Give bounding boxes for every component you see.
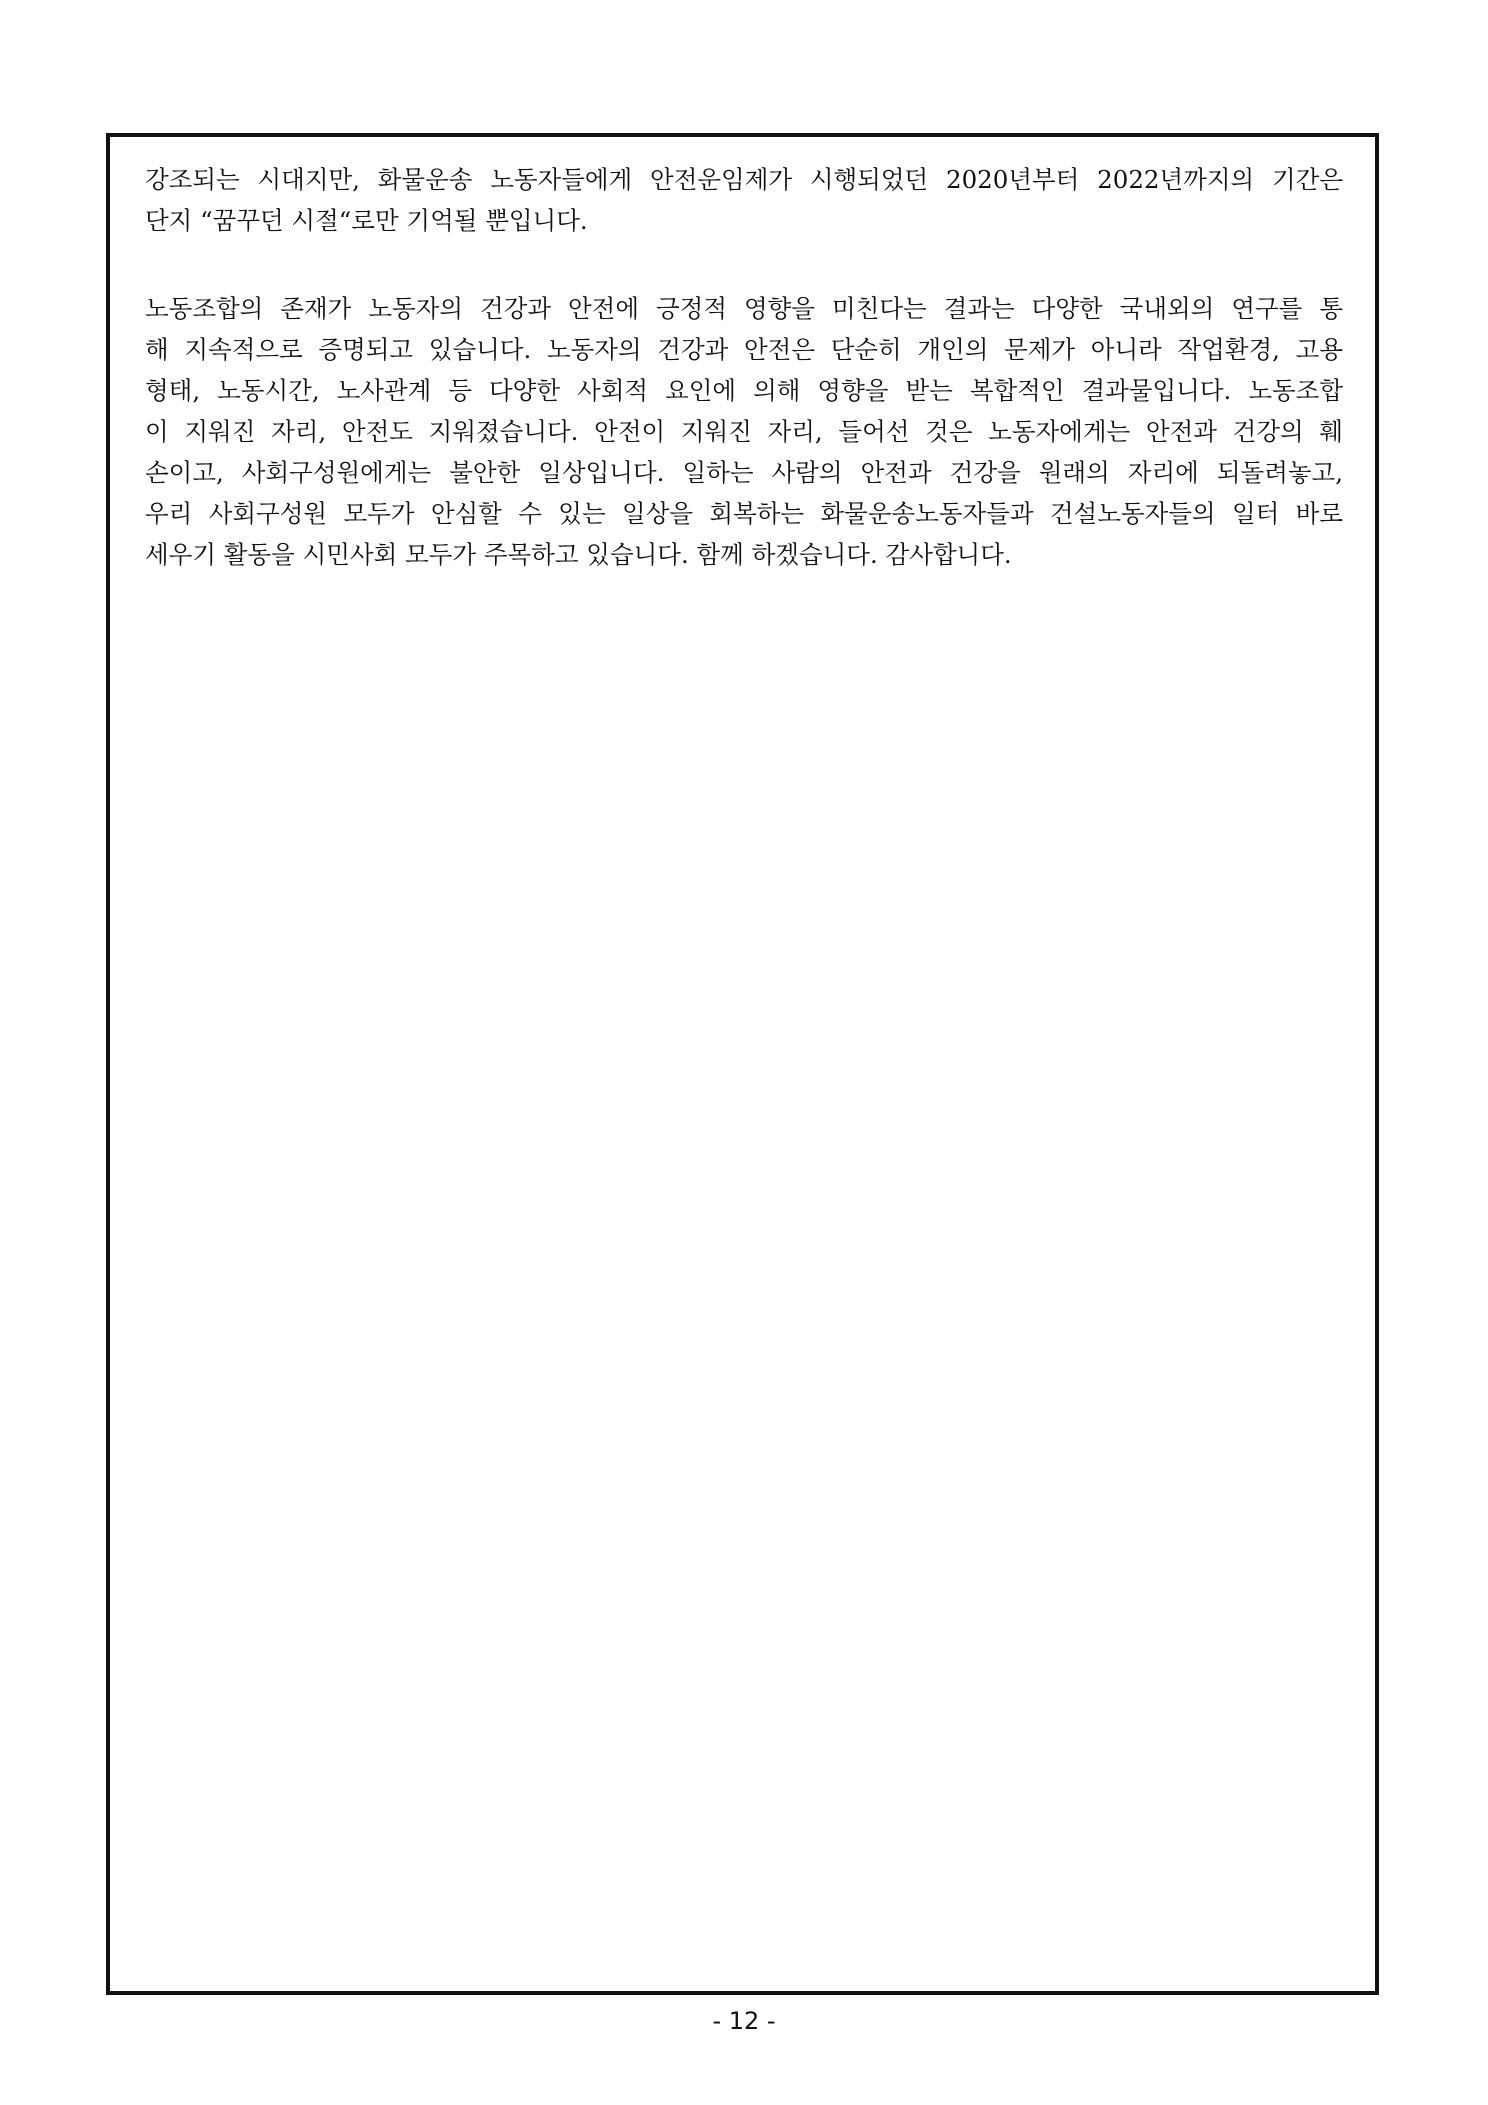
text-line: 단지 “꿈꾸던 시절“로만 기억될 뿐입니다. (145, 206, 588, 235)
text-line: 손이고, 사회구성원에게는 불안한 일상입니다. 일하는 사람의 안전과 건강을 원래의 자리에 되돌려놓고, (145, 458, 1343, 487)
text-line: 노동조합의 존재가 노동자의 건강과 안전에 긍정적 영향을 미친다는 결과는 다양한 국내외의 연구를 통 (145, 294, 1343, 323)
text-line: 이 지워진 자리, 안전도 지워졌습니다. 안전이 지워진 자리, 들어선 것은 노동자에게는 안전과 건강의 훼 (145, 417, 1343, 446)
paragraph-2 (145, 288, 1343, 575)
page-number: - 12 - (712, 2007, 776, 2035)
text-line: 강조되는 시대지만, 화물운송 노동자들에게 안전운임제가 시행되었던 2020년부터 2022년까지의 기간은 (145, 165, 1343, 194)
document-body (145, 159, 1343, 575)
text-line: 세우기 활동을 시민사회 모두가 주목하고 있습니다. 함께 하겠습니다. 감사합니다. (145, 540, 1012, 569)
paragraph-1 (145, 159, 1343, 241)
text-line: 해 지속적으로 증명되고 있습니다. 노동자의 건강과 안전은 단순히 개인의 문제가 아니라 작업환경, 고용 (145, 335, 1343, 364)
text-line: 우리 사회구성원 모두가 안심할 수 있는 일상을 회복하는 화물운송노동자들과 건설노동자들의 일터 바로 (145, 499, 1343, 528)
text-line: 형태, 노동시간, 노사관계 등 다양한 사회적 요인에 의해 영향을 받는 복합적인 결과물입니다. 노동조합 (145, 376, 1343, 405)
